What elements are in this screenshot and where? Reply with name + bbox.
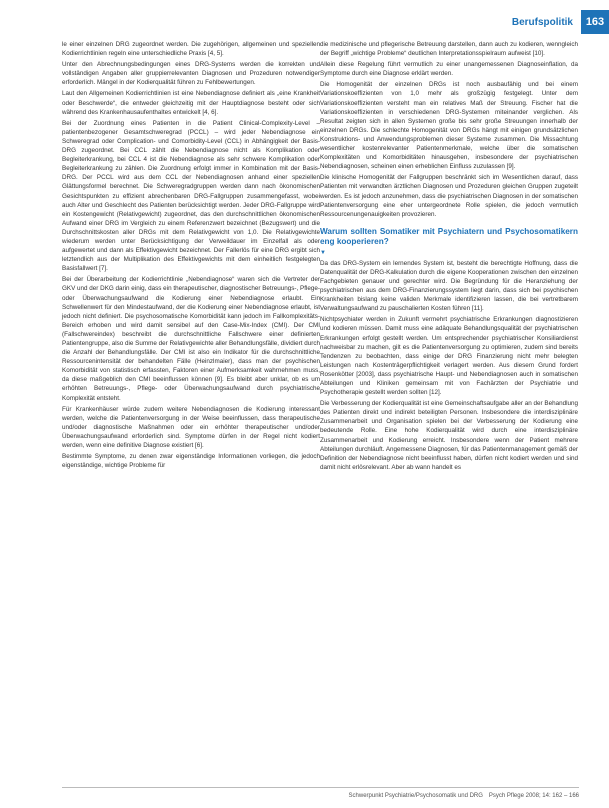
page-number: 163 [581,10,609,34]
footer-journal: Schwerpunkt Psychiatrie/Psychosomatik und DRG [348,793,483,799]
paragraph: Die Homogenität der einzelnen DRGs ist noch ausbaufähig und bei einem Variationskoeffizienten von 1,0 mehr als großzügig festgelegt. Unter dem Variationskoeffizienten versteht man ein relatives Maß der Streuung. Fischer hat die Variationskoeffizienten in verschiedenen DRG-Systemen miteinander verglichen. Als Resultat zeigten sich in allen Systemen große bis sehr große Streuungen innerhalb der einzelnen DRGs. Die schlechte Homogenität von DRGs hängt mit einigen grundsätzlichen Konstruktions- und Anwendungsproblemen dieser Systeme zusammen. Die Missachtung wesentlicher kostenrelevanter Patientenmerkmale, welche über die somatischen Komplexitäten und Komorbiditäten hinausgehen, insbesondere der psychiatrischen Nebendiagnosen, scheinen einen erheblichen Einfluss zuzulassen [9]. [320,81,578,171]
paragraph: Allein diese Regelung führt vermutlich zu einer unangemessenen Diagnoseinflation, da Symptome durch eine Diagnose erklärt werden. [320,61,578,78]
paragraph: Unter den Abrechnungsbedingungen eines DRG-Systems werden die korrekten und vollständigen Angaben aller gruppierrelevanten Diagnosen und Prozeduren notwendiger erforderlich. Mängel in der Kodierqualität führen zu Fehlbewertungen. [62,61,320,87]
paragraph: Bestimmte Symptome, zu denen zwar eigenständige Informationen vorliegen, die jedoch eigenständige, wichtige Probleme für [62,453,320,470]
paragraph: Die Verbesserung der Kodierqualität ist eine Gemeinschaftsaufgabe aller an der Behandlung des Patienten direkt und indirekt beteiligten Personen. Insbesondere die interdisziplinäre Zusammenarbeit und Organisation spielen bei der Verbesserung der Kodierung eine bedeutende Rolle. Eine hohe Kodierqualität wird durch eine interdisziplinäre Zusammenarbeit und Kodierung erreicht. Insbesondere wenn der Patient mehrere Abteilungen durchläuft. Angemessene Diagnosen, für das Patientenmanagement gemäß der Definition der Nebendiagnose nicht beeinflusst haben, dürfen nicht kodiert werden und sind damit nicht erlösrelevant. Aber ab wann handelt es [320,400,578,471]
right-column [320,40,578,474]
paragraph: die medizinische und pflegerische Betreuung darstellen, dann auch zu kodieren, wenngleich der Begriff „wichtige Probleme“ deutlichen Interpretationsspielraum aufweist [10]. [320,41,578,58]
left-column [62,40,320,472]
section-heading: Warum sollten Somatiker mit Psychiatern und Psychosomatikern eng kooperieren? [320,226,578,246]
section-label: Berufspolitik [511,16,573,28]
page-header [469,8,609,36]
paragraph: Für Krankenhäuser würde zudem weitere Nebendiagnosen die Kodierung interessant werden, welche die Patientenversorgung in der Weise beeinflussen, dass therapeutische und/oder diagnostische Maßnahmen oder ein erhöhter therapeutischer und/oder Überwachungsaufwand erforderlich sind. Symptome dürfen in der Regel nicht kodiert werden, wenn eine definitive Diagnose existiert [6]. [62,405,320,450]
paragraph: Die klinische Homogenität der Fallgruppen beschränkt sich im Wesentlichen darauf, dass Patienten mit verwandten ärztlichen Diagnosen und Prozeduren gleichen Gruppen zugeteilt werden. Es ist jedoch anzunehmen, dass die psychiatrischen Diagnosen in der somatischen Patientenversorgung eine eher untergeordnete Rolle spielen, die jedoch vermutlich Ressourcenungenauigkeiten provozieren. [320,174,578,218]
paragraph: le einer einzelnen DRG zugeordnet werden. Die zugehörigen, allgemeinen und speziellen Kodierrichtlinien regeln eine unterschiedliche Praxis [4, 5]. [62,41,320,58]
paragraph: Da das DRG-System ein lernendes System ist, besteht die berechtigte Hoffnung, dass die Datenqualität der DRG-Kalkulation durch die eigene Kooperationen zwischen den einzelnen Fachgebieten genauer und gerechter wird. Die Begründung für die Heranziehung der psychiatrischen aus dem DRG-Finanzierungssystem liegt darin, dass sich bei psychischen Krankheiten bislang keine validen Merkmale identifizieren lassen, die bei vertretbarem Verwaltungsaufwand zu pauschalierten Kosten führen [11]. [320,259,578,313]
page-footer [62,787,579,802]
paragraph: Bei der Zuordnung eines Patienten in die Patient Clinical-Complexity-Level – patientenbezogener Gesamtschweregrad (PCCL) – wird jeder Nebendiagnose ein Schweregrad oder Complication- und Comorbidity-Level (CCL) in Abhängigkeit der Basis-DRG zugeordnet. Bei CCL zählt die Nebendiagnose nicht als Komplikation oder Begleiterkrankung, bei CCL 4 ist die Nebendiagnose als sehr schwere Komplikation oder Begleiterkrankung zu zählen. Die Zuordnung erfolgt immer in Kombination mit der Basis-DRG. Der PCCL wird aus dem CCL der Nebendiagnosen anhand einer speziellen Glättungsformel berechnet. Die Schweregradgruppen werden dann nach ökonomischen Gesichtspunkten zu effizient abrechenbaren DRG-Fallgruppen zusammengefasst, wobei auch Alter und Geschlecht des Patienten berücksichtigt werden. Jeder DRG-Fallgruppe wird ein Kostengewicht (Relativgewicht) zugeordnet, das den durchschnittlichen ökonomischen Aufwand einer DRG im Vergleich zu einem Referenzwert bezeichnet (Bezugswert) und die Durchschnittskosten aller DRGs mit dem Relativgewicht von 1,0. Die Relativgewichte wiederum werden unter Berücksichtigung der Verweildauer im Einzelfall als oder aufgewertet und dann als Effektivgewicht bezeichnet. Der Fallerlös für eine DRG ergibt sich letztendlich aus der Multiplikation des Effektivgewichts mit dem einheitlich festgelegten Basisfallwert [7]. [62,119,320,273]
footer-citation: Psych Pflege 2008; 14: 162 – 166 [488,793,579,799]
paragraph: Laut den Allgemeinen Kodierrichtlinien ist eine Nebendiagnose definiert als „eine Krankheit oder Beschwerde“, die entweder gleichzeitig mit der Hauptdiagnose besteht oder sich während des Krankenhausaufenthaltes entwickelt [4, 6]. [62,90,320,116]
paragraph: Bei der Überarbeitung der Kodierrichtlinie „Nebendiagnose“ waren sich die Vertreter der GKV und der DKG darin einig, dass ein therapeutischer, diagnostischer Betreuungs-, Pflege- oder Überwachungsaufwand die Kodierung einer Nebendiagnose erlaubt. Ein Schwellenwert für den Mindestaufwand, der die Kodierung einer Nebendiagnose erlaubt, ist jedoch nicht definiert. Die psychosomatische Komorbidität kann jedoch im Fallkomplexitäts-Bereich erhoben und wird damit sensibel auf den Case-Mix-Index (CMI). Der CMI (Fallschwereindex) beschreibt die durchschnittliche Fallschwere einer definierten Patientengruppe, also die Summe der Relativgewichte aller Behandlungsfälle, dividiert durch die Anzahl der Behandlungsfälle. Der CMI ist also ein Indikator für die durchschnittliche Ressourcenintensität der behandelten Fälle (Heinzlmaier), dass man der psychischen Komorbidität von statistisch erfassten, Faktoren einer Aufmerksamkeit wahrnehmen muss, da diese maßgeblich den CMI beeinflussen können [9]. Es bleibt aber unklar, ob es um erhöhten Betreuungs-, Pflege- oder Überwachungsaufwand durch psychiatrische Komplexität entsteht. [62,276,320,402]
paragraph: Nichtpsychiater werden in Zukunft vermehrt psychiatrische Erkrankungen diagnostizieren und kodieren müssen. Damit muss eine adäquate Behandlungsqualität der psychiatrischen Erkrankungen erfolgt gestellt werden. Um entsprechender psychiatrischer Konsiliardienst nachweisbar zu machen, gilt es die Patientenversorgung zu optimieren, zudem sind bereits Tendenzen zu beobachten, dass einige der DRG Finanzierung nicht mehr belegten Leistungen nach Kostenträgerpflichtigkeit verlagert werden. Aus diesem Grund fordert Rosenkötter [2003], dass psychiatrische Haupt- und Nebendiagnosen auch in somatischen Abteilungen und Kliniken gemeinsam mit von Fachärzten der Psychiatrie und Psychotherapie gestellt werden sollten [12]. [320,316,578,397]
triangle-marker-icon: ▼ [320,249,326,256]
